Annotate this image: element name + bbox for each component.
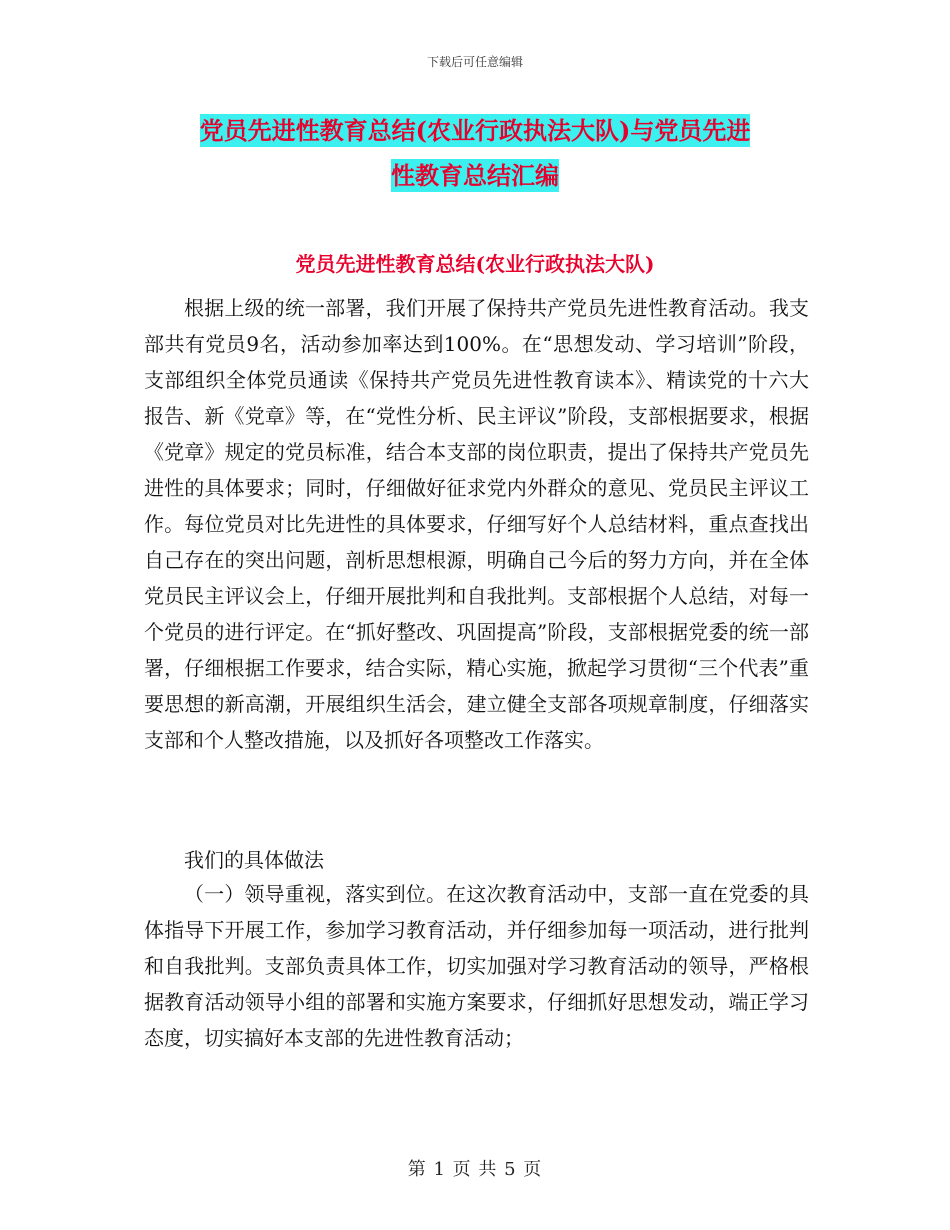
header-note: 下载后可任意编辑	[426, 55, 523, 69]
paragraph-leadership: （一）领导重视，落实到位。在这次教育活动中，支部一直在党委的具体指导下开展工作，参加学习教育活动，并仔细参加每一项活动，进行批判和自我批判。支部负责具体工作，切实加强对学习教育活动的领导，严格根据教育活动领导小组的部署和实施方案要求，仔细抓好思想发动，端正学习态度，切实搞好本支部的先进性教育活动；	[144, 882, 809, 1050]
section-title: 党员先进性教育总结(农业行政执法大队)	[295, 252, 655, 276]
paragraph-heading: 我们的具体做法	[184, 848, 324, 872]
paragraph-intro: 根据上级的统一部署，我们开展了保持共产党员先进性教育活动。我支部共有党员9名，活动参加率达到100%。在“思想发动、学习培训”阶段，支部组织全体党员通读《保持共产党员先进性教育读本》、精读党的十六大报告、新《党章》等，在“党性分析、民主评议”阶段，支部根据要求，根据《党章》规定的党员标准，结合本支部的岗位职责，提出了保持共产党员先进性的具体要求；同时，仔细做好征求党内外群众的意见、党员民主评议工作。每位党员对比先进性的具体要求，仔细写好个人总结材料，重点查找出自己存在的突出问题，剖析思想根源，明确自己今后的努力方向，并在全体党员民主评议会上，仔细开展批判和自我批判。支部根据个人总结，对每一个党员的进行评定。在“抓好整改、巩固提高”阶段，支部根据党委的统一部署，仔细根据工作要求，结合实际，精心实施，掀起学习贯彻“三个代表”重要思想的新高潮，开展组织生活会，建立健全支部各项规章制度，仔细落实支部和个人整改措施，以及抓好各项整改工作落实。	[144, 296, 809, 752]
page-number: 第 1 页 共 5 页	[407, 1159, 543, 1180]
main-title	[150, 108, 800, 198]
main-title-line-1: 党员先进性教育总结(农业行政执法大队)与党员先进	[199, 116, 751, 145]
main-title-line-2: 性教育总结汇编	[391, 161, 559, 190]
